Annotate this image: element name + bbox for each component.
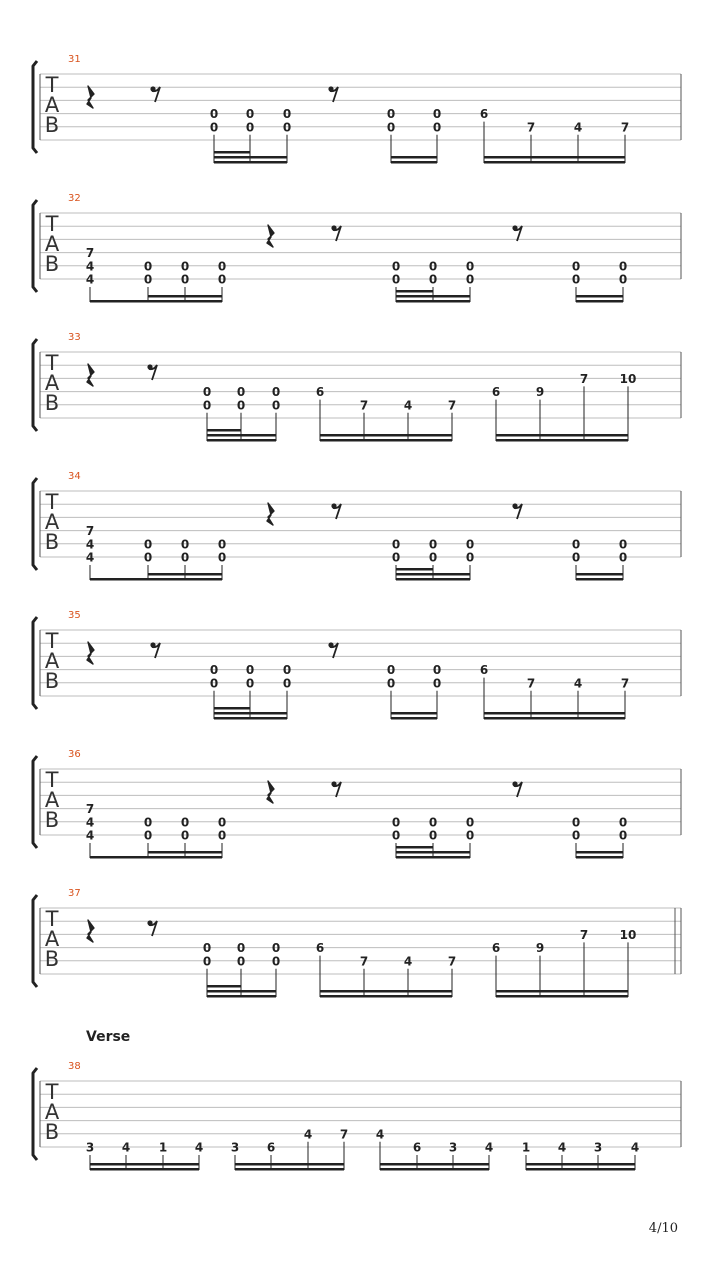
fret-number: 7 [447,398,457,413]
beam [396,856,470,859]
tab-system-36 [33,749,681,859]
note-event [122,1141,130,1171]
note-event [536,941,544,997]
tab-system-38 [33,1029,681,1171]
tab-clef-letter: B [44,669,60,693]
fret-number: 0 [571,828,581,843]
fret-number: 0 [571,259,581,274]
fret-number: 0 [465,550,475,565]
measure-number: 38 [68,1061,81,1072]
tab-clef-letter: B [44,252,60,276]
tab-clef-letter: T [45,490,59,514]
measure-number: 37 [68,888,81,899]
fret-number: 7 [526,120,536,135]
tab-clef-letter: B [44,808,60,832]
tab-clef-letter: B [44,391,60,415]
note-event [86,1141,94,1171]
fret-number: 0 [271,385,281,400]
tab-system-34 [33,471,681,581]
fret-number: 0 [217,550,227,565]
beam [207,995,276,998]
fret-number: 0 [465,259,475,274]
fret-number: 0 [209,676,219,691]
measure-number: 32 [68,193,81,204]
tab-clef-letter: T [45,629,59,653]
beam [396,578,470,581]
beam [207,990,276,993]
beam [148,295,222,298]
beam [496,995,628,998]
measure-number: 33 [68,332,81,343]
beam [484,161,625,164]
tab-clef-letter: A [44,93,60,117]
fret-number: 0 [202,385,212,400]
fret-number: 3 [85,1140,95,1155]
measure-number: 35 [68,610,81,621]
note-event [620,372,637,441]
beam [396,568,433,571]
note-event [433,107,441,163]
quarter-rest-icon [87,86,94,108]
fret-number: 7 [85,524,95,539]
fret-number: 0 [271,941,281,956]
fret-number: 0 [571,537,581,552]
note-event [387,663,395,719]
fret-number: 4 [85,815,95,830]
fret-number: 4 [85,259,95,274]
fret-number: 0 [618,272,628,287]
fret-number: 0 [143,828,153,843]
fret-number: 3 [448,1140,458,1155]
fret-number: 0 [618,537,628,552]
note-event [231,1141,239,1171]
fret-number: 0 [432,107,442,122]
fret-number: 0 [618,550,628,565]
system-bracket [33,756,37,848]
fret-number: 0 [282,676,292,691]
fret-number: 10 [619,927,637,942]
fret-number: 4 [630,1140,640,1155]
fret-number: 0 [428,828,438,843]
quarter-rest-icon [87,364,94,386]
tab-clef-letter: A [44,510,60,534]
fret-number: 0 [432,120,442,135]
beam [148,851,222,854]
fret-number: 0 [217,272,227,287]
note-event [86,524,94,580]
note-event [159,1141,167,1171]
fret-number: 0 [428,815,438,830]
beam [396,295,470,298]
fret-number: 0 [217,828,227,843]
beam [214,717,287,720]
measure-number: 31 [68,54,81,65]
beam [484,156,625,159]
fret-number: 6 [315,385,325,400]
note-event [316,941,324,997]
note-event [580,928,588,997]
quarter-rest-icon [267,503,274,525]
note-event [272,385,280,441]
fret-number: 0 [143,272,153,287]
fret-number: 0 [180,259,190,274]
beam [576,856,623,859]
tab-clef-letter: A [44,788,60,812]
tab-clef-letter: A [44,927,60,951]
fret-number: 3 [230,1140,240,1155]
tab-clef-letter: A [44,649,60,673]
fret-number: 0 [236,398,246,413]
tab-clef-letter: B [44,947,60,971]
beam [214,707,250,710]
tab-system-37 [33,888,681,998]
beam [320,995,452,998]
quarter-rest-icon [267,225,274,247]
note-event [210,107,218,163]
tab-clef-letter: T [45,351,59,375]
section-label: Verse [86,1029,131,1045]
fret-number: 0 [180,828,190,843]
fret-number: 0 [386,107,396,122]
beam [207,439,276,442]
fret-number: 7 [85,802,95,817]
fret-number: 7 [620,676,630,691]
fret-number: 0 [143,550,153,565]
beam [576,295,623,298]
fret-number: 0 [428,259,438,274]
fret-number: 0 [245,107,255,122]
quarter-rest-icon [87,642,94,664]
fret-number: 0 [209,107,219,122]
fret-number: 0 [282,107,292,122]
beam [214,712,287,715]
fret-number: 0 [143,537,153,552]
note-event [237,385,245,441]
note-event [316,385,324,441]
beam [214,161,287,164]
fret-number: 0 [236,941,246,956]
beam [235,1168,344,1171]
fret-number: 0 [217,815,227,830]
note-event [480,107,488,163]
system-bracket [33,200,37,292]
note-event [272,941,280,997]
note-event [580,372,588,441]
system-bracket [33,478,37,570]
fret-number: 0 [391,550,401,565]
beam [207,429,241,432]
beam [90,1168,199,1171]
fret-number: 0 [465,537,475,552]
beam [320,439,452,442]
fret-number: 6 [479,107,489,122]
fret-number: 0 [209,120,219,135]
fret-number: 4 [375,1127,385,1142]
fret-number: 9 [535,385,545,400]
beam [214,156,287,159]
fret-number: 4 [303,1127,313,1142]
fret-number: 0 [391,537,401,552]
fret-number: 7 [620,120,630,135]
note-event [203,385,211,441]
tab-clef-letter: A [44,1100,60,1124]
fret-number: 4 [85,272,95,287]
fret-number: 4 [484,1140,494,1155]
tab-clef-letter: B [44,113,60,137]
fret-number: 0 [391,272,401,287]
fret-number: 7 [339,1127,349,1142]
fret-number: 9 [535,941,545,956]
beam [484,712,625,715]
note-event [387,107,395,163]
fret-number: 0 [571,815,581,830]
fret-number: 0 [386,676,396,691]
fret-number: 0 [465,272,475,287]
fret-number: 6 [412,1140,422,1155]
beam [396,851,470,854]
fret-number: 4 [194,1140,204,1155]
beam [396,300,470,303]
beam [320,434,452,437]
fret-number: 0 [386,663,396,678]
system-bracket [33,895,37,987]
note-event [246,107,254,163]
note-event [631,1141,639,1171]
fret-number: 1 [521,1140,531,1155]
note-event [283,663,291,719]
fret-number: 0 [217,537,227,552]
fret-number: 0 [180,550,190,565]
note-event [492,385,500,441]
fret-number: 6 [315,941,325,956]
fret-number: 0 [209,663,219,678]
note-event [492,941,500,997]
note-event [558,1141,566,1171]
fret-number: 0 [432,676,442,691]
fret-number: 0 [143,259,153,274]
beam [396,846,433,849]
beam [320,990,452,993]
fret-number: 0 [391,259,401,274]
fret-number: 0 [245,120,255,135]
note-event [267,1141,275,1171]
beam [576,300,623,303]
beam [496,434,628,437]
fret-number: 7 [526,676,536,691]
beam [235,1163,344,1166]
fret-number: 0 [217,259,227,274]
fret-number: 6 [491,941,501,956]
fret-number: 1 [158,1140,168,1155]
note-event [620,928,637,997]
fret-number: 0 [202,941,212,956]
fret-number: 0 [618,815,628,830]
note-event [449,1141,457,1171]
system-bracket [33,61,37,153]
fret-number: 10 [619,371,637,386]
fret-number: 4 [403,954,413,969]
beam [148,573,222,576]
note-event [480,663,488,719]
fret-number: 3 [593,1140,603,1155]
note-event [594,1141,602,1171]
fret-number: 0 [245,676,255,691]
tab-clef-letter: A [44,232,60,256]
fret-number: 4 [573,120,583,135]
beam [90,856,222,859]
fret-number: 4 [121,1140,131,1155]
note-event [522,1141,530,1171]
tab-clef-letter: B [44,1120,60,1144]
system-bracket [33,339,37,431]
fret-number: 7 [579,371,589,386]
note-event [485,1141,493,1171]
fret-number: 0 [180,272,190,287]
beam [207,985,241,988]
fret-number: 4 [85,550,95,565]
beam [391,161,437,164]
beam [576,573,623,576]
note-event [86,246,94,302]
fret-number: 4 [403,398,413,413]
fret-number: 4 [85,828,95,843]
fret-number: 0 [202,398,212,413]
beam [90,578,222,581]
fret-number: 0 [618,828,628,843]
note-event [536,385,544,441]
note-event [283,107,291,163]
beam [576,851,623,854]
beam [484,717,625,720]
measure-number: 36 [68,749,81,760]
beam [380,1168,489,1171]
fret-number: 0 [180,815,190,830]
quarter-rest-icon [87,920,94,942]
quarter-rest-icon [267,781,274,803]
beam [526,1168,635,1171]
fret-number: 0 [143,815,153,830]
fret-number: 0 [391,828,401,843]
fret-number: 0 [202,954,212,969]
fret-number: 6 [479,663,489,678]
fret-number: 0 [428,272,438,287]
fret-number: 0 [571,272,581,287]
beam [391,717,437,720]
fret-number: 0 [465,815,475,830]
fret-number: 4 [573,676,583,691]
fret-number: 0 [391,815,401,830]
fret-number: 0 [428,550,438,565]
tab-system-35 [33,610,681,720]
fret-number: 4 [85,537,95,552]
beam [207,434,276,437]
system-bracket [33,1068,37,1160]
beam [396,290,433,293]
beam [391,712,437,715]
tab-clef-letter: B [44,530,60,554]
fret-number: 0 [180,537,190,552]
tab-system-32 [33,193,681,303]
beam [576,578,623,581]
note-event [246,663,254,719]
note-event [86,802,94,858]
beam [380,1163,489,1166]
fret-number: 7 [447,954,457,969]
fret-number: 7 [359,398,369,413]
tab-clef-letter: T [45,907,59,931]
system-bracket [33,617,37,709]
note-event [413,1141,421,1171]
tab-clef-letter: T [45,768,59,792]
fret-number: 0 [432,663,442,678]
tab-clef-letter: T [45,73,59,97]
note-event [433,663,441,719]
beam [391,156,437,159]
fret-number: 6 [266,1140,276,1155]
tab-clef-letter: T [45,212,59,236]
fret-number: 0 [618,259,628,274]
note-event [203,941,211,997]
fret-number: 0 [245,663,255,678]
page-number: 4/10 [648,1221,678,1236]
fret-number: 0 [282,120,292,135]
beam [496,990,628,993]
tab-system-31 [33,54,681,164]
fret-number: 0 [386,120,396,135]
fret-number: 4 [557,1140,567,1155]
fret-number: 0 [236,385,246,400]
fret-number: 0 [236,954,246,969]
fret-number: 0 [282,663,292,678]
beam [396,573,470,576]
note-event [237,941,245,997]
beam [526,1163,635,1166]
beam [214,151,250,154]
tab-system-33 [33,332,681,442]
fret-number: 0 [271,954,281,969]
fret-number: 0 [571,550,581,565]
note-event [195,1141,203,1171]
fret-number: 0 [428,537,438,552]
fret-number: 0 [271,398,281,413]
fret-number: 0 [465,828,475,843]
fret-number: 7 [359,954,369,969]
note-event [210,663,218,719]
beam [90,1163,199,1166]
measure-number: 34 [68,471,81,482]
tab-clef-letter: A [44,371,60,395]
fret-number: 7 [85,246,95,261]
fret-number: 7 [579,927,589,942]
tab-clef-letter: T [45,1080,59,1104]
beam [496,439,628,442]
beam [90,300,222,303]
fret-number: 6 [491,385,501,400]
